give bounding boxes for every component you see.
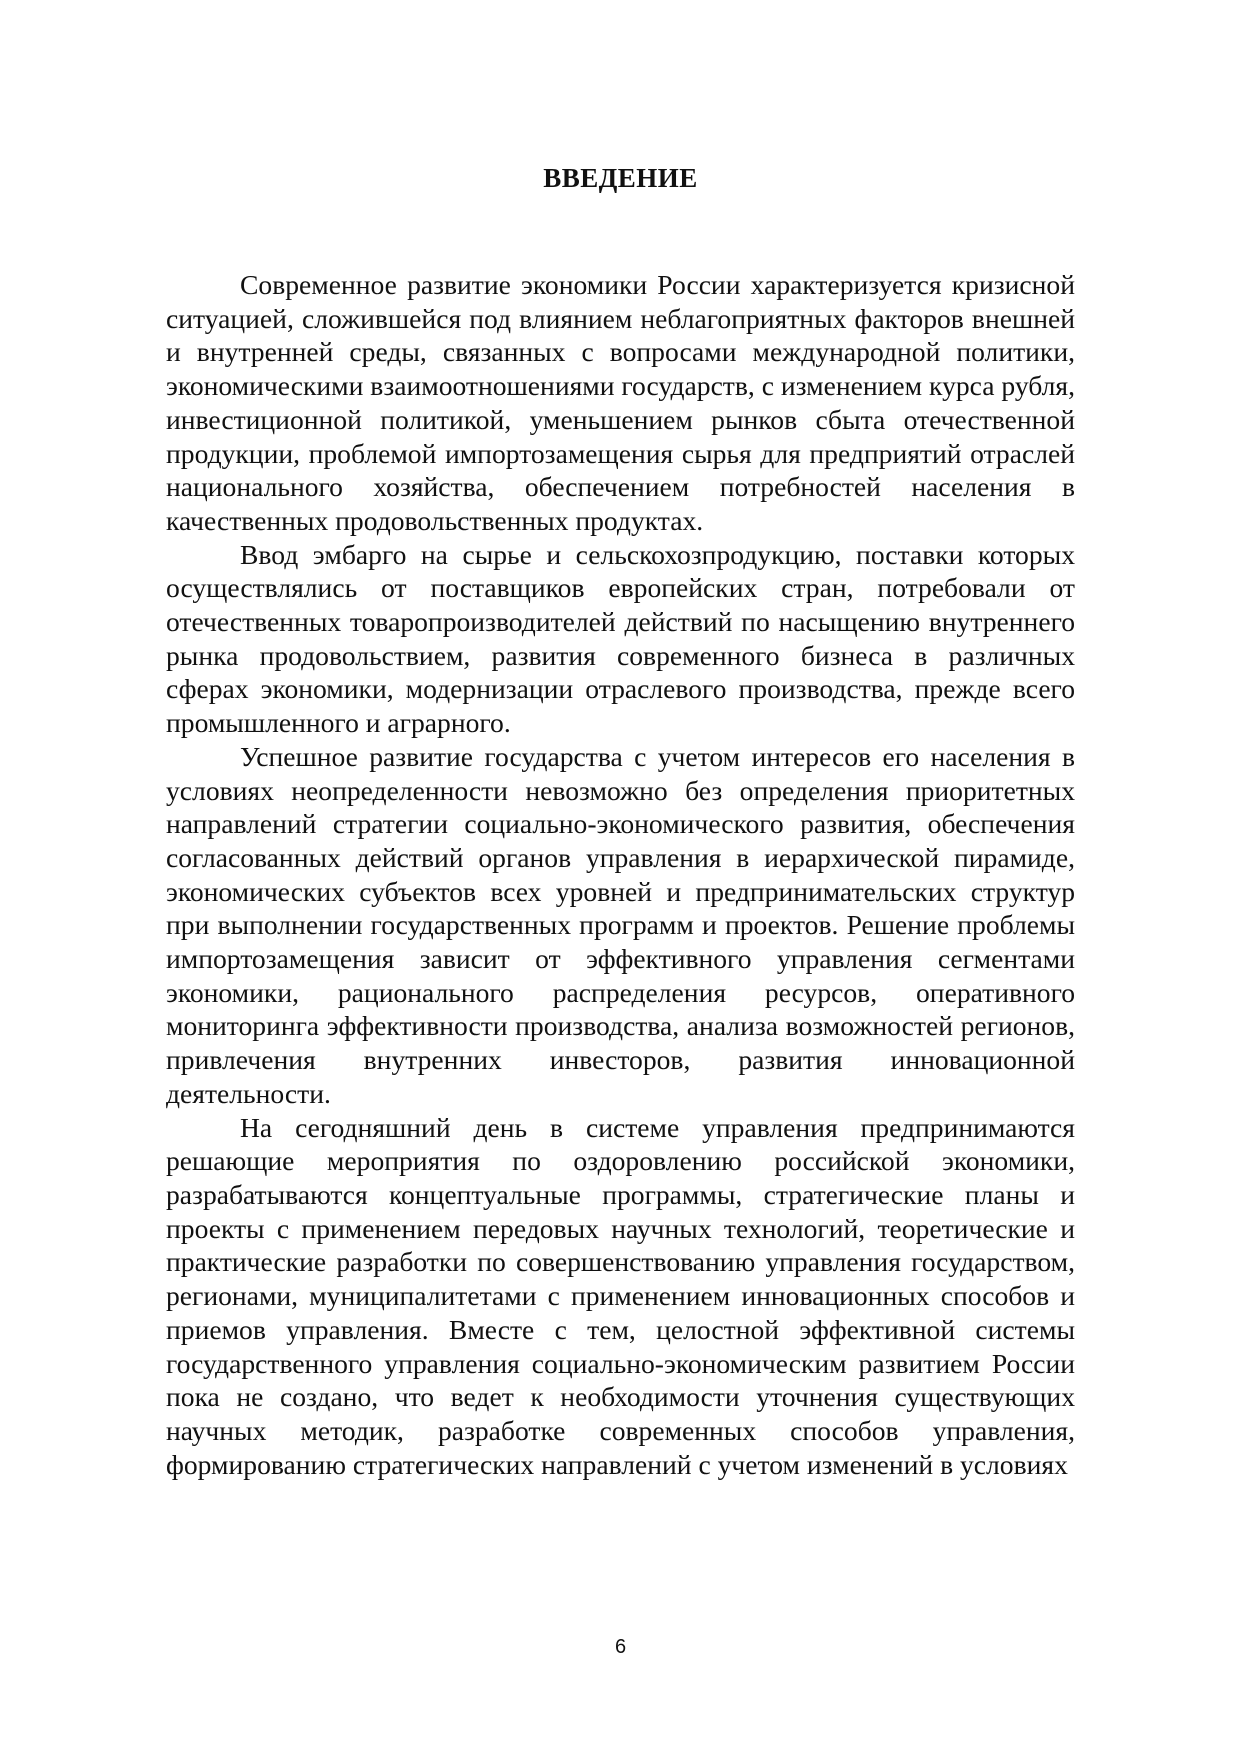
paragraph-3: Успешное развитие государства с учетом интересов его населения в условиях неопределенности невозможно без определения приоритетных направлений стратегии социально-экономического развития, обеспечения согласованных действий органов управления в иерархической пирамиде, экономических субъектов всех уровней и предпринимательских структур при выполнении государственных программ и проектов. Решение проблемы импортозамещения зависит от эффективного управления сегментами экономики, рационального распределения ресурсов, оперативного мониторинга эффективности производства, анализа возможностей регионов, привлечения внутренних инвесторов, развития инновационной деятельности. bbox=[166, 740, 1075, 1109]
page-number: 6 bbox=[614, 1636, 627, 1658]
paragraph-2: Ввод эмбарго на сырье и сельскохозпродукцию, поставки которых осуществлялись от поставщиков европейских стран, потребовали от отечественных товаропроизводителей действий по насыщению внутреннего рынка продовольствием, развития современного бизнеса в различных сферах экономики, модернизации отраслевого производства, прежде всего промышленного и аграрного. bbox=[166, 538, 1075, 739]
body-text bbox=[166, 268, 1075, 1481]
paragraph-1: Современное развитие экономики России характеризуется кризисной ситуацией, сложившейся под влиянием неблагоприятных факторов внешней и внутренней среды, связанных с вопросами международной политики, экономическими взаимоотношениями государств, с изменением курса рубля, инвестиционной политикой, уменьшением рынков сбыта отечественной продукции, проблемой импортозамещения сырья для предприятий отраслей национального хозяйства, обеспечением потребностей населения в качественных продовольственных продуктах. bbox=[166, 269, 1075, 536]
page-title: ВВЕДЕНИЕ bbox=[543, 163, 698, 193]
paragraph-4: На сегодняшний день в системе управления предпринимаются решающие мероприятия по оздоровлению российской экономики, разрабатываются концептуальные программы, стратегические планы и проекты с применением передовых научных технологий, теоретические и практические разработки по совершенствованию управления государством, регионами, муниципалитетами с применением инновационных способов и приемов управления. Вместе с тем, целостной эффективной системы государственного управления социально-экономическим развитием России пока не создано, что ведет к необходимости уточнения существующих научных методик, разработке современных способов управления, формированию стратегических направлений с учетом изменений в условиях bbox=[166, 1111, 1075, 1480]
